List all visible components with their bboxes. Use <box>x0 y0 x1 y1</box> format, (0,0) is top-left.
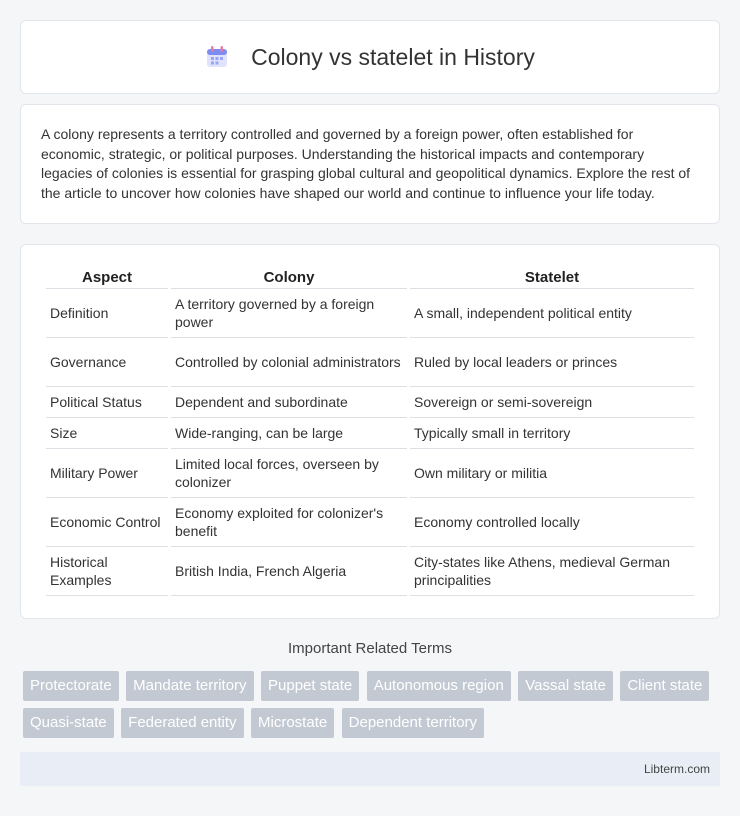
table-row <box>46 449 694 498</box>
table-row <box>46 387 694 418</box>
cell-colony: Wide-ranging, can be large <box>171 418 407 449</box>
footer <box>20 752 720 786</box>
header-statelet: Statelet <box>410 265 694 289</box>
cell-statelet: Own military or militia <box>410 449 694 498</box>
cell-aspect: Economic Control <box>46 498 168 547</box>
cell-aspect: Size <box>46 418 168 449</box>
cell-aspect: Political Status <box>46 387 168 418</box>
footer-site-link[interactable]: Libterm.com <box>643 762 710 776</box>
related-term-tag[interactable]: Puppet state <box>261 671 359 701</box>
intro-text: A colony represents a territory controlled and governed by a foreign power, often established for economic, strategic, or political purposes. Understanding the historical impacts and contemporary legacies of colonies is essential for grasping global cultural and geopolitical dynamics. Explore the rest of the article to uncover how colonies have shaped our world and continue to influence your life today. <box>41 126 691 201</box>
table-row <box>46 547 694 596</box>
cell-colony: Economy exploited for colonizer's benefit <box>171 498 407 547</box>
related-term-tag[interactable]: Quasi-state <box>23 708 114 738</box>
comparison-table <box>43 265 697 596</box>
cell-statelet: City-states like Athens, medieval German principalities <box>410 547 694 596</box>
related-term-tag[interactable]: Protectorate <box>23 671 119 701</box>
page-title: Colony vs statelet in History <box>251 43 535 70</box>
related-terms-list <box>23 671 723 745</box>
table-row <box>46 498 694 547</box>
header-colony: Colony <box>171 265 407 289</box>
cell-colony: Limited local forces, overseen by colonizer <box>171 449 407 498</box>
cell-statelet: Economy controlled locally <box>410 498 694 547</box>
related-term-tag[interactable]: Dependent territory <box>342 708 484 738</box>
header-aspect: Aspect <box>46 265 168 289</box>
cell-colony: British India, French Algeria <box>171 547 407 596</box>
comparison-table-card <box>20 244 720 619</box>
cell-aspect: Definition <box>46 289 168 338</box>
intro-card <box>20 104 720 224</box>
related-terms-title: Important Related Terms <box>288 640 452 657</box>
related-term-tag[interactable]: Mandate territory <box>126 671 253 701</box>
cell-colony: Dependent and subordinate <box>171 387 407 418</box>
cell-statelet: Ruled by local leaders or princes <box>410 338 694 387</box>
related-term-tag[interactable]: Autonomous region <box>367 671 511 701</box>
table-row <box>46 338 694 387</box>
related-term-tag[interactable]: Federated entity <box>121 708 243 738</box>
cell-statelet: A small, independent political entity <box>410 289 694 338</box>
related-term-tag[interactable]: Client state <box>620 671 709 701</box>
cell-aspect: Military Power <box>46 449 168 498</box>
related-term-tag[interactable]: Vassal state <box>518 671 613 701</box>
cell-statelet: Typically small in territory <box>410 418 694 449</box>
table-row <box>46 289 694 338</box>
cell-colony: Controlled by colonial administrators <box>171 338 407 387</box>
header-card <box>20 20 720 94</box>
table-row <box>46 418 694 449</box>
cell-statelet: Sovereign or semi-sovereign <box>410 387 694 418</box>
calendar-icon <box>205 45 229 69</box>
related-term-tag[interactable]: Microstate <box>251 708 334 738</box>
cell-aspect: Governance <box>46 338 168 387</box>
cell-aspect: Historical Examples <box>46 547 168 596</box>
cell-colony: A territory governed by a foreign power <box>171 289 407 338</box>
